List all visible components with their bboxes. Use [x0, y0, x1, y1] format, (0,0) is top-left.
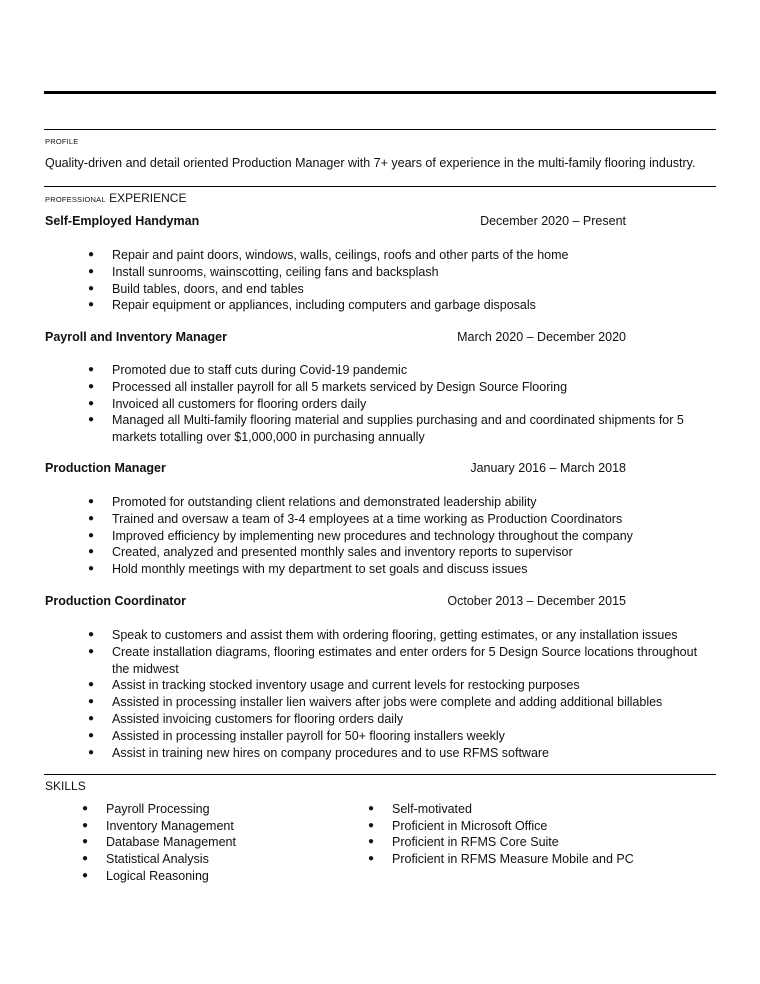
- list-item: ● Inventory Management: [106, 818, 236, 835]
- list-item: ● Speak to customers and assist them with ordering flooring, getting estimates, or any installation issues: [112, 627, 707, 644]
- list-item: ● Database Management: [106, 834, 236, 851]
- skills-list-right: [392, 801, 634, 868]
- job-dates: December 2020 – Present: [480, 214, 626, 228]
- list-item: ● Assist in tracking stocked inventory usage and current levels for restocking purposes: [112, 677, 707, 694]
- job-bullet-list: [112, 362, 707, 446]
- job-dates: October 2013 – December 2015: [447, 594, 626, 608]
- list-item: ● Statistical Analysis: [106, 851, 236, 868]
- job-title: Production Manager: [45, 461, 166, 475]
- list-item: ● Repair and paint doors, windows, walls, ceilings, roofs and other parts of the home: [112, 247, 707, 264]
- list-item: ● Proficient in Microsoft Office: [392, 818, 634, 835]
- list-item: ● Created, analyzed and presented monthly sales and inventory reports to supervisor: [112, 544, 707, 561]
- list-item: ● Assist in training new hires on company procedures and to use RFMS software: [112, 745, 707, 762]
- job-title: Payroll and Inventory Manager: [45, 330, 227, 344]
- list-item: ● Install sunrooms, wainscotting, ceiling fans and backsplash: [112, 264, 707, 281]
- list-item: ● Build tables, doors, and end tables: [112, 281, 707, 298]
- list-item: ● Hold monthly meetings with my department to set goals and discuss issues: [112, 561, 707, 578]
- experience-heading-small: PROFESSIONAL: [45, 195, 106, 204]
- list-item: ● Promoted due to staff cuts during Covid-19 pandemic: [112, 362, 707, 379]
- profile-heading: PROFILE: [45, 137, 79, 146]
- job-title: Production Coordinator: [45, 594, 186, 608]
- list-item: ● Proficient in RFMS Measure Mobile and PC: [392, 851, 634, 868]
- list-item: ● Logical Reasoning: [106, 868, 236, 885]
- list-item: ● Repair equipment or appliances, including computers and garbage disposals: [112, 297, 707, 314]
- profile-divider: [44, 129, 716, 130]
- list-item: ● Proficient in RFMS Core Suite: [392, 834, 634, 851]
- list-item: ● Payroll Processing: [106, 801, 236, 818]
- profile-summary: Quality-driven and detail oriented Production Manager with 7+ years of experience in the multi-family flooring industry.: [45, 156, 696, 170]
- job-dates: January 2016 – March 2018: [470, 461, 626, 475]
- list-item: ● Assisted invoicing customers for flooring orders daily: [112, 711, 707, 728]
- skills-heading: SKILLS: [45, 779, 86, 793]
- skills-list-left: [106, 801, 236, 885]
- experience-divider: [44, 186, 716, 187]
- list-item: ● Invoiced all customers for flooring orders daily: [112, 396, 707, 413]
- job-title: Self-Employed Handyman: [45, 214, 200, 228]
- job-dates: March 2020 – December 2020: [457, 330, 626, 344]
- list-item: ● Promoted for outstanding client relations and demonstrated leadership ability: [112, 494, 707, 511]
- job-bullet-list: [112, 494, 707, 578]
- skills-divider: [44, 774, 716, 775]
- list-item: ● Trained and oversaw a team of 3-4 employees at a time working as Production Coordinators: [112, 511, 707, 528]
- list-item: ● Create installation diagrams, flooring estimates and enter orders for 5 Design Source locations throughout the midwest: [112, 644, 707, 678]
- list-item: ● Assisted in processing installer lien waivers after jobs were complete and adding additional billables: [112, 694, 707, 711]
- list-item: ● Processed all installer payroll for all 5 markets serviced by Design Source Flooring: [112, 379, 707, 396]
- list-item: ● Improved efficiency by implementing new procedures and technology throughout the company: [112, 528, 707, 545]
- experience-heading-large: EXPERIENCE: [109, 191, 187, 205]
- list-item: ● Managed all Multi-family flooring material and supplies purchasing and and coordinated shipments for 5 markets totalling over $1,000,000 in purchasing annually: [112, 412, 707, 446]
- header-divider-thick: [44, 91, 716, 94]
- job-bullet-list: [112, 247, 707, 314]
- job-bullet-list: [112, 627, 707, 761]
- list-item: ● Self-motivated: [392, 801, 634, 818]
- list-item: ● Assisted in processing installer payroll for 50+ flooring installers weekly: [112, 728, 707, 745]
- experience-heading: [45, 191, 186, 205]
